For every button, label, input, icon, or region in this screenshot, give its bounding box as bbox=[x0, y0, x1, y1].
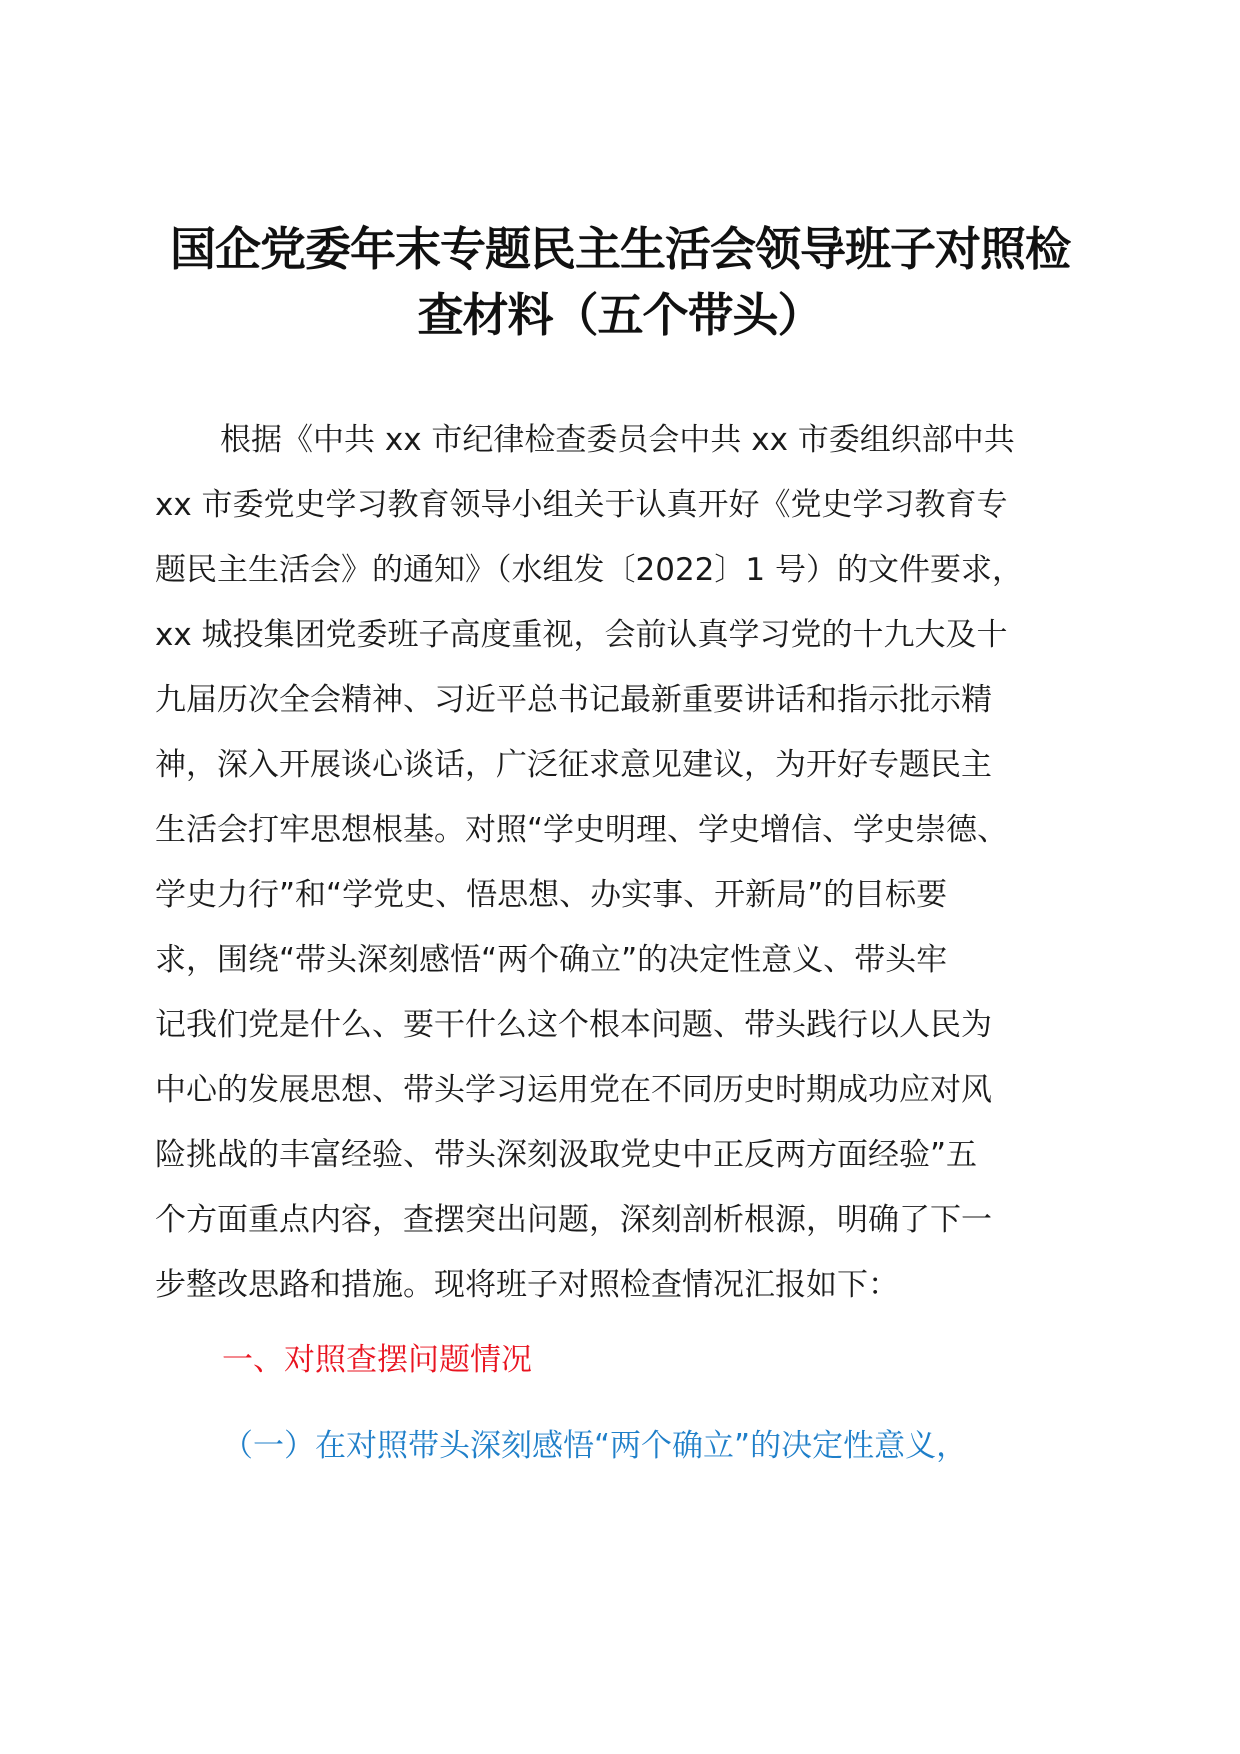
paragraph-line: 九届历次全会精神、习近平总书记最新重要讲话和指示批示精 bbox=[155, 682, 992, 718]
paragraph-line: 中心的发展思想、带头学习运用党在不同历史时期成功应对风 bbox=[155, 1072, 992, 1108]
paragraph-line: 生活会打牢思想根基。对照“学史明理、学史增信、学史崇德、 bbox=[155, 812, 1009, 848]
paragraph-line: 学史力行”和“学党史、悟思想、办实事、开新局”的目标要 bbox=[155, 877, 948, 913]
document-title-line-1: 国企党委年末专题民主生活会领导班子对照检 bbox=[170, 222, 1070, 276]
subsection-heading: （一）在对照带头深刻感悟“两个确立”的决定性意义， bbox=[222, 1428, 968, 1464]
paragraph-line: 险挑战的丰富经验、带头深刻汲取党史中正反两方面经验”五 bbox=[155, 1137, 978, 1173]
paragraph-line: 个方面重点内容，查摆突出问题，深刻剖析根源，明确了下一 bbox=[155, 1202, 992, 1238]
paragraph-line: xx 市委党史学习教育领导小组关于认真开好《党史学习教育专 bbox=[155, 487, 1008, 523]
paragraph-line: 步整改思路和措施。现将班子对照检查情况汇报如下： bbox=[155, 1267, 899, 1303]
document-title-line-2: 查材料（五个带头） bbox=[417, 288, 823, 342]
paragraph-line: 题民主生活会》的通知》（水组发〔2022〕1 号）的文件要求， bbox=[155, 552, 1023, 588]
section-heading: 一、对照查摆问题情况 bbox=[222, 1342, 532, 1378]
paragraph-line: 神，深入开展谈心谈话，广泛征求意见建议，为开好专题民主 bbox=[155, 747, 992, 783]
paragraph-line: 求，围绕“带头深刻感悟“两个确立”的决定性意义、带头牢 bbox=[155, 942, 948, 978]
paragraph-line: xx 城投集团党委班子高度重视，会前认真学习党的十九大及十 bbox=[155, 617, 1008, 653]
paragraph-line: 根据《中共 xx 市纪律检查委员会中共 xx 市委组织部中共 bbox=[220, 422, 1015, 458]
paragraph-line: 记我们党是什么、要干什么这个根本问题、带头践行以人民为 bbox=[155, 1007, 992, 1043]
